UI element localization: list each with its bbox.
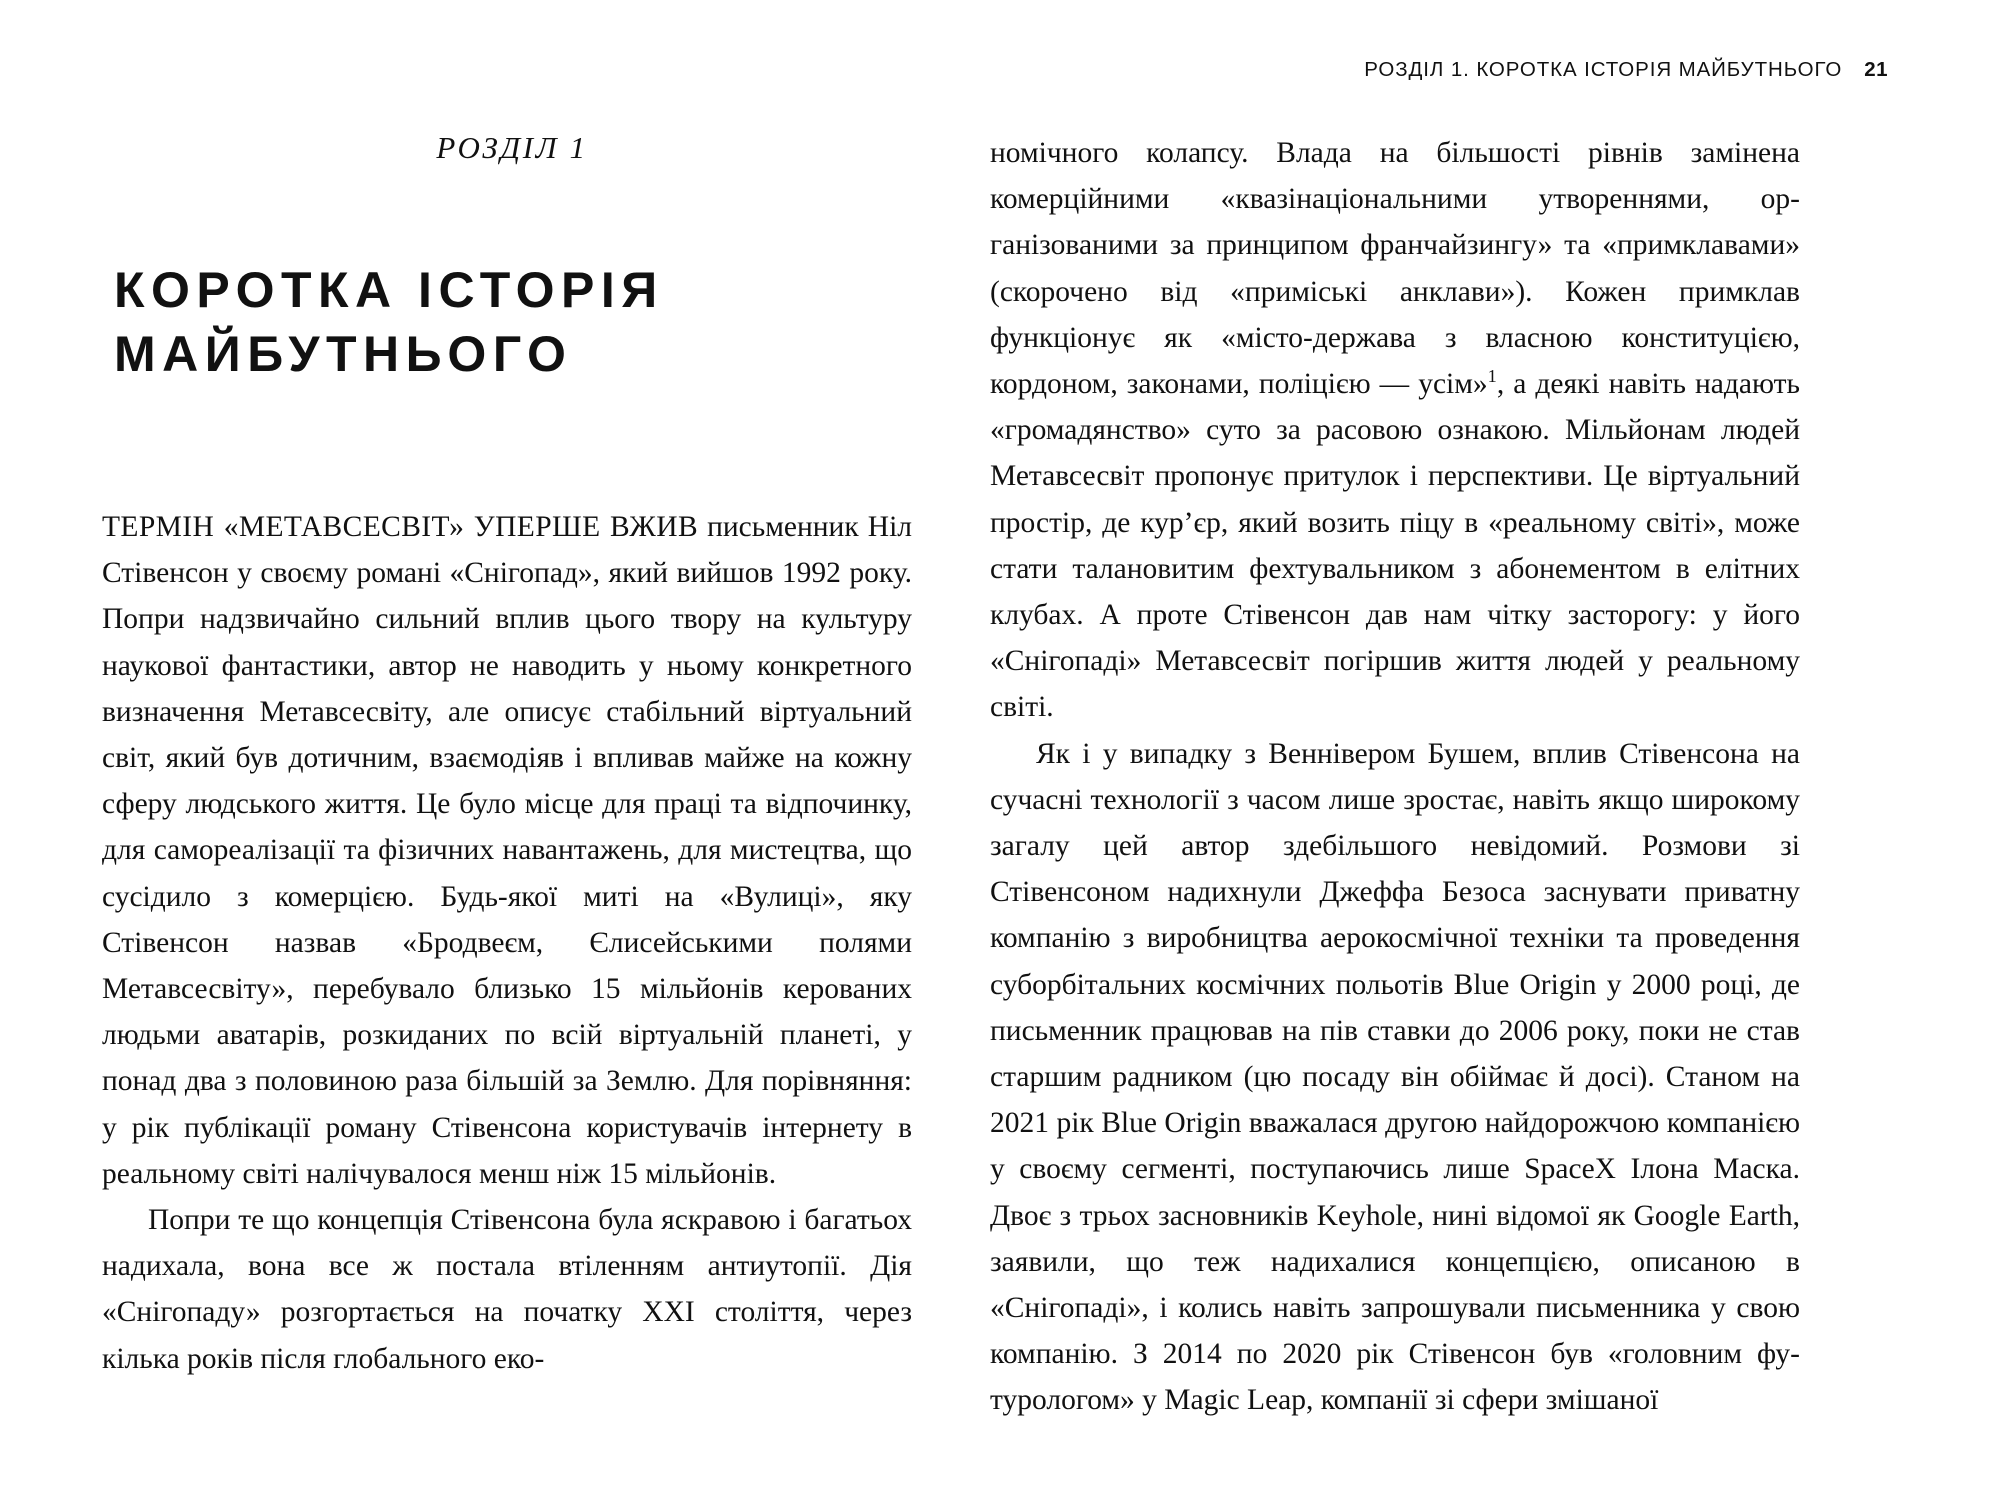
chapter-title-line-2: МАЙБУТНЬОГО <box>114 326 573 382</box>
paragraph-text-part-2: , а деякі навіть надають «громадянство» суто за расовою ознакою. Мільйонам людей Метавсесвіт пропонує притулок і перспективи. Це віртуальний простір, де кур’єр, який возить піцу в «реальному світі», може стати талановитим фехтувальником з абонементом в елітних клубах. А проте Стівенсон дав нам чітку засторогу: у його «Снігопаді» Метавсесвіт погіршив життя людей у реальному світі. <box>990 368 1800 724</box>
paragraph-text: письменник Ніл Стівенсон у своєму романі «Снігопад», який вийшов 1992 року. Попри надзвичайно сильний вплив цього твору на культуру наукової фантастики, автор не наводить у ньому конкретного визначення Метавсесвіту, але описує стабільний віртуальний світ, який був дотичним, взаємодіяв і впливав майже на кожну сферу людського життя. Це було місце для праці та відпочинку, для самореалізації та фізичних навантажень, для мистецтва, що сусідило з комерцією. Будь-якої миті на «Вулиці», яку Стівенсон назвав «Бродвеєм, Єлисейськими полями Метавсесвіту», перебувало близько 15 мільйонів керованих людьми аватарів, розкиданих по всій віртуальній планеті, у понад два з половиною раза більшій за Землю. Для порівняння: у рік публікації роману Стівенсона користувачів інтернету в реальному світі налічувалося менш ніж 15 мільйонів. <box>102 511 912 1190</box>
running-head-title: РОЗДІЛ 1. КОРОТКА ІСТОРІЯ МАЙБУТНЬОГО <box>1364 58 1843 81</box>
chapter-title-line-1: КОРОТКА ІСТОРІЯ <box>114 262 664 318</box>
paragraph: Попри те що концепція Стівенсона була яскравою і багатьох надихала, вона все ж постала втіленням антиутопії. Дія «Снігопаду» розгортається на початку XXI століття, через кілька років після глобального еко- <box>102 1204 912 1375</box>
left-column <box>102 130 912 1460</box>
text-columns <box>102 130 1898 1460</box>
footnote-marker[interactable]: 1 <box>1487 366 1497 387</box>
paragraph-text-part-1: номічного колапсу. Влада на більшості рівнів замінена комерційними «квазінаціональними утвореннями, організованими за принципом франчайзингу» та «примклавами» (скорочено від «приміські анклави»). Кожен примклав функціонує як «місто-держава з власною конституцією, кордоном, законами, поліцією — усім» <box>990 137 1800 401</box>
running-head <box>1364 58 1888 82</box>
chapter-title <box>102 258 912 386</box>
paragraph <box>102 504 912 1197</box>
right-column <box>990 130 1800 1460</box>
paragraph-lead-smallcaps: ТЕРМІН «МЕТАВСЕСВІТ» УПЕРШЕ ВЖИВ <box>102 511 699 543</box>
paragraph: Як і у випадку з Веннівером Бушем, вплив Стівенсона на сучасні технології з часом лише зростає, навіть якщо широкому загалу цей автор здебільшого невідомий. Розмови зі Стівенсоном надихнули Джеффа Безоса заснувати приватну компанію з виробництва аерокосмічної техніки та проведення суборбітальних космічних польотів Blue Origin у 2000 році, де письменник працював на пів ставки до 2006 року, поки не став старшим радником (цю посаду він обіймає й досі). Станом на 2021 рік Blue Origin вважалася другою найдорожчою компанією у своєму сегменті, поступаючись лише SpaceX Ілона Маска. Двоє з трьох засновників Keyhole, нині відомої як Google Earth, заявили, що теж надихалися концепцією, описаною в «Снігопаді», і колись навіть запрошували письменника у свою компанію. З 2014 по 2020 рік Стівенсон був «головним футурологом» у Magic Leap, компанії зі сфери змішаної <box>990 737 1800 1417</box>
chapter-label: РОЗДІЛ 1 <box>436 130 588 165</box>
page-number: 21 <box>1864 58 1888 81</box>
paragraph <box>990 130 1800 731</box>
